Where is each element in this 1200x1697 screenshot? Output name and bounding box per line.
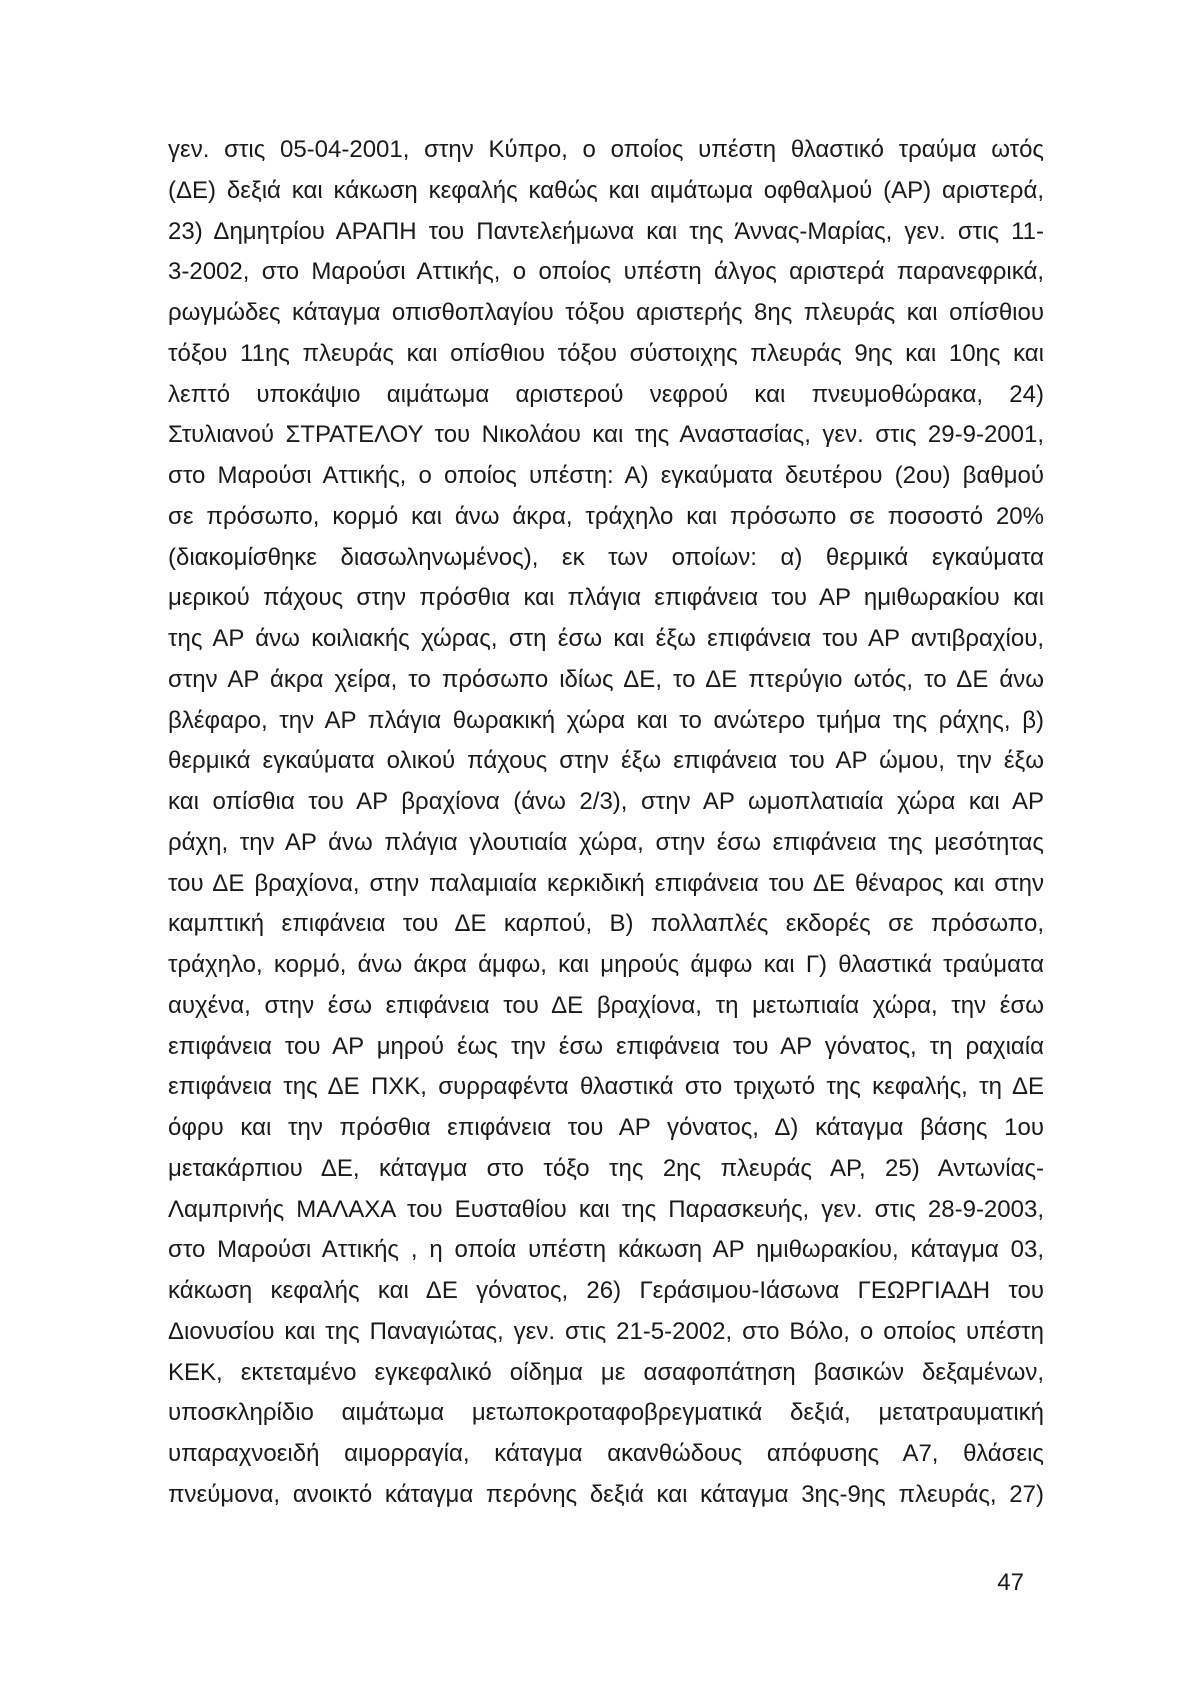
text-line: (ΔΕ) δεξιά και κάκωση κεφαλής καθώς και αιμάτωμα οφθαλμού (ΑΡ) αριστερά, (168, 176, 1044, 204)
text-line: 23) Δημητρίου ΑΡΑΠΗ του Παντελεήμωνα και της Άννας-Μαρίας, γεν. στις 11- (168, 217, 1044, 245)
text-line: θερμικά εγκαύματα ολικού πάχους στην έξω επιφάνεια του ΑΡ ώμου, την έξω (168, 747, 1044, 775)
text-line: στο Μαρούσι Αττικής , η οποία υπέστη κάκωση ΑΡ ημιθωρακίου, κάταγμα 03, (168, 1236, 1044, 1264)
text-line: επιφάνεια του ΑΡ μηρού έως την έσω επιφάνεια του ΑΡ γόνατος, τη ραχιαία (168, 1032, 1044, 1060)
text-line: υπαραχνοειδή αιμορραγία, κάταγμα ακανθώδους απόφυσης Α7, θλάσεις (168, 1440, 1044, 1467)
text-line: Λαμπρινής ΜΑΛΑΧΑ του Ευσταθίου και της Παρασκευής, γεν. στις 28-9-2003, (168, 1195, 1044, 1223)
text-line: Διονυσίου και της Παναγιώτας, γεν. στις 21-5-2002, στο Βόλο, ο οποίος υπέστη (168, 1317, 1044, 1345)
text-line: και οπίσθια του ΑΡ βραχίονα (άνω 2/3), στην ΑΡ ωμοπλατιαία χώρα και ΑΡ (168, 788, 1044, 815)
text-line: λεπτό υποκάψιο αιμάτωμα αριστερού νεφρού και πνευμοθώρακα, 24) (168, 380, 1044, 408)
text-line: (διακομίσθηκε διασωληνωμένος), εκ των οποίων: α) θερμικά εγκαύματα (168, 543, 1044, 571)
text-block (168, 130, 1044, 1516)
text-line: καμπτική επιφάνεια του ΔΕ καρπού, Β) πολλαπλές εκδορές σε πρόσωπο, (168, 910, 1044, 938)
text-line: όφρυ και την πρόσθια επιφάνεια του ΑΡ γόνατος, Δ) κάταγμα βάσης 1ου (168, 1114, 1044, 1141)
text-line: τράχηλο, κορμό, άνω άκρα άμφω, και μηρούς άμφω και Γ) θλαστικά τραύματα (168, 951, 1044, 978)
text-line: στο Μαρούσι Αττικής, ο οποίος υπέστη: Α) εγκαύματα δευτέρου (2ου) βαθμού (168, 462, 1044, 489)
text-line: υποσκληρίδιο αιμάτωμα μετωποκροταφοβρεγματικά δεξιά, μετατραυματική (168, 1399, 1044, 1427)
text-line: στην ΑΡ άκρα χείρα, το πρόσωπο ιδίως ΔΕ, το ΔΕ πτερύγιο ωτός, το ΔΕ άνω (168, 665, 1044, 693)
page-number: 47 (997, 1569, 1024, 1596)
text-line: βλέφαρο, την ΑΡ πλάγια θωρακική χώρα και το ανώτερο τμήμα της ράχης, β) (168, 706, 1044, 734)
text-line: ΚΕΚ, εκτεταμένο εγκεφαλικό οίδημα με ασαφοπάτηση βασικών δεξαμένων, (168, 1358, 1044, 1386)
text-line: επιφάνεια της ΔΕ ΠΧΚ, συρραφέντα θλαστικά στο τριχωτό της κεφαλής, τη ΔΕ (168, 1073, 1044, 1101)
text-line: Στυλιανού ΣΤΡΑΤΕΛΟΥ του Νικολάου και της Αναστασίας, γεν. στις 29-9-2001, (168, 421, 1044, 449)
text-line: της ΑΡ άνω κοιλιακής χώρας, στη έσω και έξω επιφάνεια του ΑΡ αντιβραχίου, (168, 625, 1044, 652)
text-line: ράχη, την ΑΡ άνω πλάγια γλουτιαία χώρα, στην έσω επιφάνεια της μεσότητας (168, 828, 1044, 856)
text-line: μετακάρπιου ΔΕ, κάταγμα στο τόξο της 2ης πλευράς ΑΡ, 25) Αντωνίας- (168, 1154, 1044, 1182)
text-line: του ΔΕ βραχίονα, στην παλαμιαία κερκιδική επιφάνεια του ΔΕ θέναρος και στην (168, 869, 1044, 897)
text-line: 3-2002, στο Μαρούσι Αττικής, ο οποίος υπέστη άλγος αριστερά παρανεφρικά, (168, 258, 1044, 286)
text-line: κάκωση κεφαλής και ΔΕ γόνατος, 26) Γεράσιμου-Ιάσωνα ΓΕΩΡΓΙΑΔΗ του (168, 1277, 1044, 1304)
text-line: σε πρόσωπο, κορμό και άνω άκρα, τράχηλο και πρόσωπο σε ποσοστό 20% (168, 502, 1044, 530)
text-line: γεν. στις 05-04-2001, στην Κύπρο, ο οποίος υπέστη θλαστικό τραύμα ωτός (168, 136, 1044, 163)
text-line: μερικού πάχους στην πρόσθια και πλάγια επιφάνεια του ΑΡ ημιθωρακίου και (168, 584, 1044, 612)
text-line: αυχένα, στην έσω επιφάνεια του ΔΕ βραχίονα, τη μετωπιαία χώρα, την έσω (168, 991, 1044, 1019)
text-line: πνεύμονα, ανοικτό κάταγμα περόνης δεξιά και κάταγμα 3ης-9ης πλευράς, 27) (168, 1480, 1044, 1508)
text-line: τόξου 11ης πλευράς και οπίσθιου τόξου σύστοιχης πλευράς 9ης και 10ης και (168, 339, 1044, 367)
text-line: ρωγμώδες κάταγμα οπισθοπλαγίου τόξου αριστερής 8ης πλευράς και οπίσθιου (168, 299, 1044, 326)
